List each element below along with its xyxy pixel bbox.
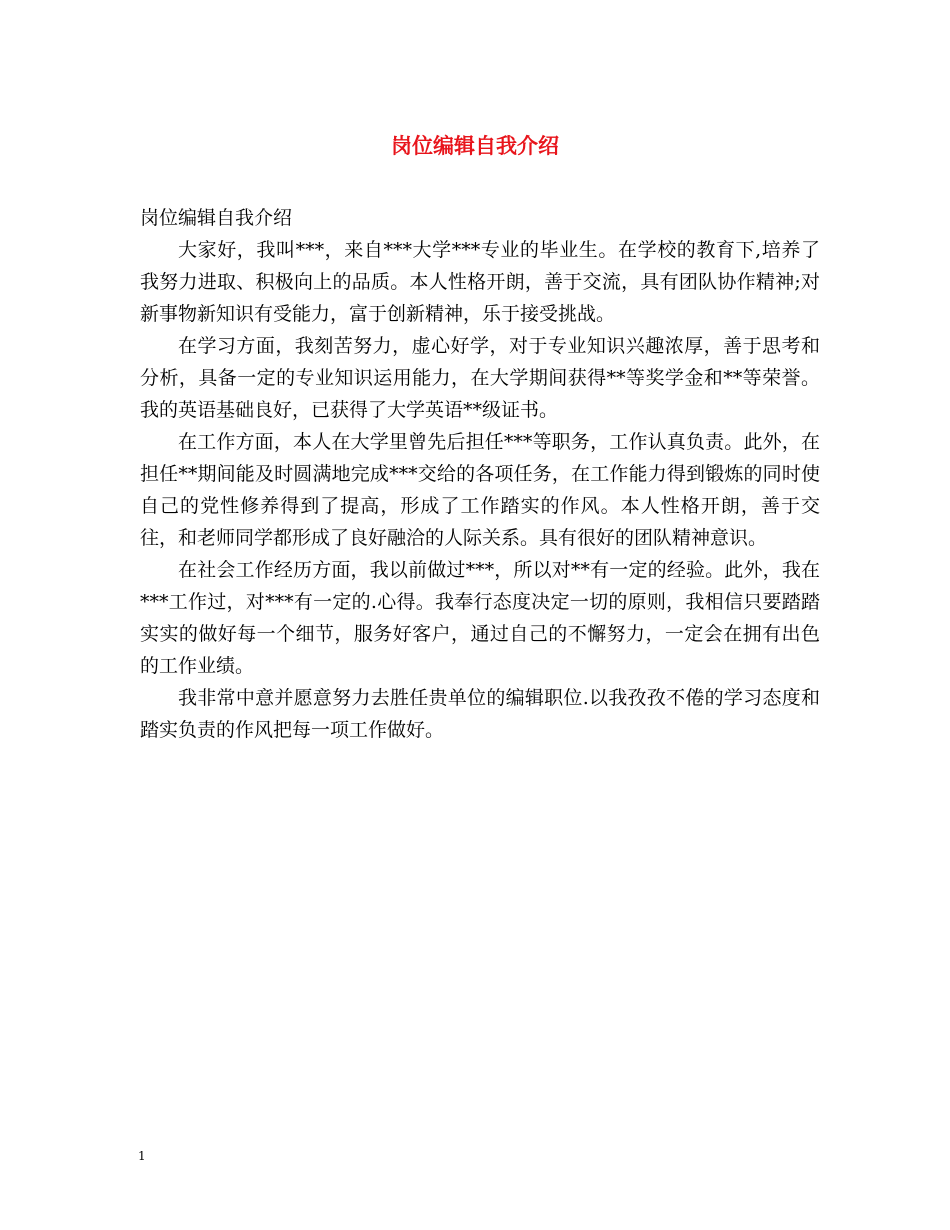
paragraph-work: 在工作方面，本人在大学里曾先后担任***等职务，工作认真负责。此外，在担任**期间能及时圆满地完成***交给的各项任务，在工作能力得到锻炼的同时使自己的党性修养得到了提高，形成了工作踏实的作风。本人性格开朗，善于交往，和老师同学都形成了良好融洽的人际关系。具有很好的团队精神意识。 bbox=[140, 431, 820, 549]
paragraph-closing: 我非常中意并愿意努力去胜任贵单位的编辑职位.以我孜孜不倦的学习态度和踏实负责的作风把每一项工作做好。 bbox=[140, 687, 820, 741]
document-subheading: 岗位编辑自我介绍 bbox=[140, 207, 293, 229]
document-body bbox=[140, 202, 820, 746]
page-number: 1 bbox=[138, 1149, 146, 1163]
paragraph-study: 在学习方面，我刻苦努力，虚心好学，对于专业知识兴趣浓厚，善于思考和分析，具备一定的专业知识运用能力，在大学期间获得**等奖学金和**等荣誉。我的英语基础良好，已获得了大学英语**级证书。 bbox=[140, 335, 820, 421]
paragraph-social-experience: 在社会工作经历方面，我以前做过***，所以对**有一定的经验。此外，我在***工作过，对***有一定的.心得。我奉行态度决定一切的原则，我相信只要踏踏实实的做好每一个细节，服务好客户，通过自己的不懈努力，一定会在拥有出色的工作业绩。 bbox=[140, 559, 820, 677]
paragraph-intro: 大家好，我叫***，来自***大学***专业的毕业生。在学校的教育下,培养了我努力进取、积极向上的品质。本人性格开朗，善于交流，具有团队协作精神;对新事物新知识有受能力，富于创新精神，乐于接受挑战。 bbox=[140, 239, 820, 325]
document-title: 岗位编辑自我介绍 bbox=[391, 134, 559, 158]
